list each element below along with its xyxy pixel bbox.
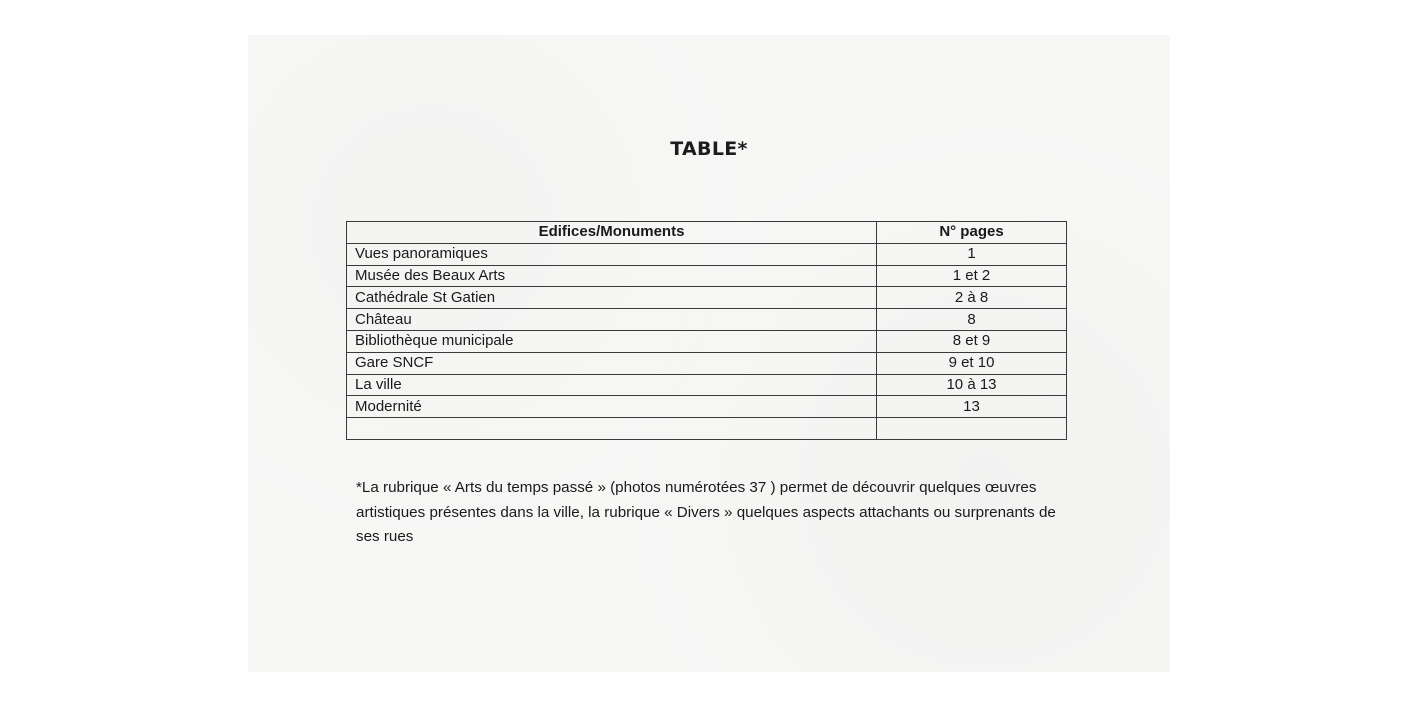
- monument-name: [347, 418, 877, 440]
- footnote: *La rubrique « Arts du temps passé » (photos numérotées 37 ) permet de découvrir quelques œuvres artistiques présentes dans la ville, la rubrique « Divers » quelques aspects attachants ou surprenants de ses rues: [356, 479, 1056, 545]
- page-numbers: 9 et 10: [877, 352, 1067, 374]
- table-row: [347, 287, 1067, 309]
- monument-name: Château: [347, 309, 877, 331]
- table-header-row: [347, 222, 1067, 244]
- page-title: TABLE*: [670, 138, 748, 160]
- monument-name: Cathédrale St Gatien: [347, 287, 877, 309]
- page-numbers: 1: [877, 243, 1067, 265]
- table-row: [347, 396, 1067, 418]
- monument-name: Modernité: [347, 396, 877, 418]
- page-numbers: 8 et 9: [877, 330, 1067, 352]
- column-header-pages: N° pages: [877, 222, 1067, 244]
- scanned-page: [248, 35, 1170, 672]
- table-row: [347, 265, 1067, 287]
- monument-name: Gare SNCF: [347, 352, 877, 374]
- table-row: [347, 330, 1067, 352]
- page-numbers: 10 à 13: [877, 374, 1067, 396]
- page-numbers: [877, 418, 1067, 440]
- monument-name: Musée des Beaux Arts: [347, 265, 877, 287]
- page-numbers: 8: [877, 309, 1067, 331]
- monument-name: Vues panoramiques: [347, 243, 877, 265]
- table-row: [347, 352, 1067, 374]
- table-row: [347, 374, 1067, 396]
- column-header-monuments: Edifices/Monuments: [347, 222, 877, 244]
- table-row: [347, 243, 1067, 265]
- table-row: [347, 309, 1067, 331]
- page-numbers: 2 à 8: [877, 287, 1067, 309]
- monument-name: Bibliothèque municipale: [347, 330, 877, 352]
- page-numbers: 1 et 2: [877, 265, 1067, 287]
- contents-table: [346, 221, 1067, 440]
- page-numbers: 13: [877, 396, 1067, 418]
- table-row-empty: [347, 418, 1067, 440]
- monument-name: La ville: [347, 374, 877, 396]
